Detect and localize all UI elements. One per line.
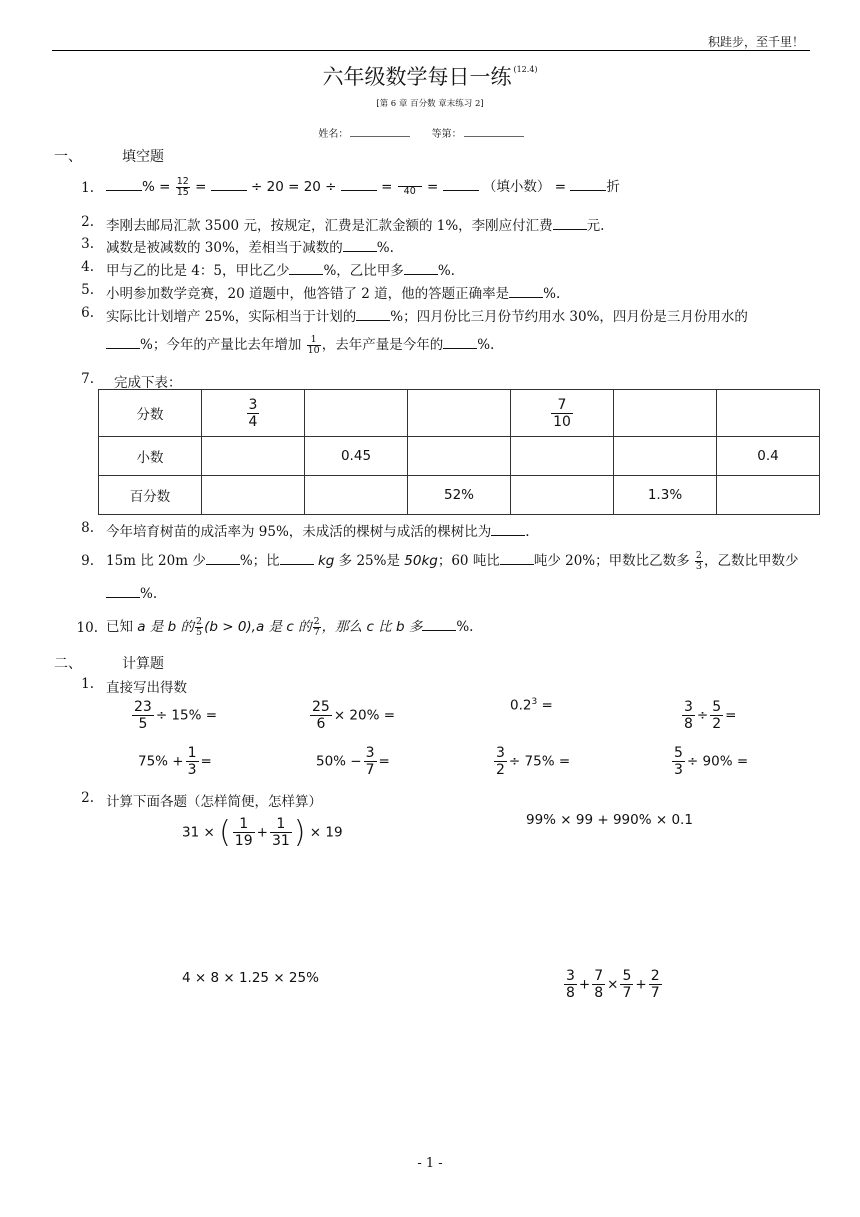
q9-text-1: 15m 比 20m 少: [106, 553, 206, 569]
q7-number: 7.: [81, 371, 94, 387]
q2-line: [106, 214, 604, 234]
q9-text-7: 吨少 20%；甲数比乙数多: [533, 553, 690, 569]
q10-text-9: ，那么: [321, 619, 363, 635]
p1-f2-den: 31: [271, 833, 290, 849]
q4-number: 4.: [81, 259, 94, 275]
p1-pre: 31 ×: [182, 824, 215, 841]
section1-heading: [54, 146, 164, 166]
cell-decimal: 0.4: [717, 437, 820, 476]
q10-number: 10.: [76, 620, 98, 636]
problem-3[interactable]: 4 × 8 × 1.25 × 25%: [182, 970, 319, 986]
calc5-num: 1: [187, 745, 197, 761]
q6-text-2: %；今年的产量比去年增加: [140, 337, 302, 353]
q9-blank-2[interactable]: [280, 552, 314, 565]
q9-tail: %.: [140, 586, 158, 602]
q10-text-1: 已知: [106, 619, 133, 635]
cell-fraction-7-10: [511, 390, 614, 437]
calc2-den: 6: [316, 716, 326, 732]
q5-line: [106, 282, 560, 302]
cell-frac-den: 4: [248, 413, 258, 430]
q9-frac-den: 3: [695, 561, 702, 572]
cell-percent: 52%: [408, 476, 511, 515]
q2-tail: 元.: [586, 218, 605, 234]
q10-var-a2: a: [255, 619, 265, 635]
s2-q2-text: 计算下面各题（怎样简便，怎样算）: [106, 794, 322, 810]
q10-fraction-2-7: [313, 617, 321, 638]
q1-text-4: =: [381, 179, 393, 195]
problem-2[interactable]: 99% × 99 + 990% × 0.1: [526, 812, 693, 828]
cell-decimal[interactable]: [614, 437, 717, 476]
q4-text: 甲与乙的比是 4：5，甲比乙少: [106, 263, 290, 279]
calc5-pre: 75% +: [138, 753, 184, 770]
p4-f1-num: 3: [566, 968, 575, 984]
calc3-exp: 3: [531, 697, 538, 707]
q8-number: 8.: [81, 520, 94, 536]
q10-fraction-2-5: [195, 617, 203, 638]
cell-frac-den: 10: [553, 413, 571, 430]
p1-post: × 19: [309, 824, 343, 841]
p1-paren-right: ): [293, 815, 306, 850]
calc7-num: 3: [496, 745, 505, 761]
q10-text-11: 比: [378, 619, 392, 635]
q9-line-1: [106, 549, 798, 572]
p4-f1-den: 8: [566, 985, 575, 1001]
conversion-table: [98, 389, 820, 515]
calc1-num: 23: [134, 699, 152, 715]
calc8-rest: ÷ 90% =: [686, 753, 749, 770]
q1-text-2: =: [195, 179, 207, 195]
q1-frac-den: 15: [176, 186, 189, 198]
q2-number: 2.: [81, 214, 94, 230]
cell-decimal[interactable]: [202, 437, 305, 476]
calc8-den: 3: [674, 762, 683, 778]
q6-line-2: [106, 333, 494, 356]
cell-fraction-empty[interactable]: [614, 390, 717, 437]
q6-text-3: ，去年产量是今年的: [321, 337, 444, 353]
calc1-den: 5: [138, 716, 148, 732]
q1-frac-num: 12: [176, 175, 189, 187]
q2-blank[interactable]: [553, 217, 587, 230]
title-date: (12.4): [513, 65, 538, 74]
table-row-fraction: [99, 390, 820, 437]
p4-op2: ×: [607, 976, 619, 993]
p1-f1-den: 19: [234, 833, 253, 849]
q3-blank[interactable]: [343, 239, 377, 252]
q1-frac2-den: 40: [403, 186, 416, 197]
page-subtitle: [第 6 章 百分数 章末练习 2]: [376, 99, 484, 109]
calc-item-5[interactable]: [138, 745, 212, 778]
cell-fraction-empty[interactable]: [408, 390, 511, 437]
q4-mid: %，乙比甲多: [323, 263, 404, 279]
q5-number: 5.: [81, 282, 94, 298]
q1-fraction-x-40: [398, 177, 422, 197]
calc-item-6[interactable]: [316, 745, 390, 778]
calc-item-8[interactable]: [670, 745, 748, 778]
q10-text-13: 多: [408, 619, 423, 635]
p1-f1-num: 1: [233, 816, 255, 833]
q1-blank-5[interactable]: [570, 178, 606, 191]
p4-f3-den: 7: [622, 985, 632, 1001]
cell-decimal[interactable]: [511, 437, 614, 476]
calc1-rest: ÷ 15% =: [155, 707, 218, 724]
calc6-num: 3: [365, 745, 375, 761]
cell-percent[interactable]: [305, 476, 408, 515]
q9-fraction-2-3: [695, 551, 703, 572]
q9-blank-1[interactable]: [206, 552, 240, 565]
q4-blank-2[interactable]: [404, 262, 438, 275]
q10-text-8: 的: [298, 619, 312, 635]
section1-index: 一、: [54, 149, 82, 165]
q8-tail: .: [525, 524, 530, 540]
q1-text-1: % =: [142, 179, 171, 195]
q10-frac2-den: 7: [313, 627, 320, 638]
page-number: - 1 -: [417, 1156, 443, 1171]
page-title: [0, 61, 860, 91]
name-blank[interactable]: [350, 126, 410, 137]
q5-blank[interactable]: [509, 285, 543, 298]
cell-fraction-3-4: [202, 390, 305, 437]
table-row-percent: [99, 476, 820, 515]
q4-tail: %.: [437, 263, 455, 279]
q6-frac-num: 1: [307, 335, 321, 346]
header-rule: [52, 50, 810, 51]
p4-f2-den: 8: [594, 985, 604, 1001]
grade-label: 等第：: [431, 129, 462, 140]
p4-op3: +: [635, 976, 647, 993]
calc-item-1[interactable]: [130, 699, 217, 732]
p1-paren-left: (: [219, 815, 231, 850]
calc3-base: 0.2: [510, 697, 532, 714]
q10-var-a: a: [137, 619, 146, 635]
q3-tail: %.: [376, 240, 394, 256]
q6-blank-3[interactable]: [443, 336, 477, 349]
q1-blank-1[interactable]: [106, 178, 142, 191]
q3-line: [106, 236, 394, 256]
cell-frac-num: 7: [551, 397, 573, 414]
calc2-rest: × 20% =: [333, 707, 396, 724]
q1-text-7: 折: [606, 179, 620, 195]
calc2-num: 25: [312, 699, 330, 715]
p4-f4-num: 2: [650, 968, 660, 984]
q1-line: [106, 175, 620, 198]
q9-text-8: ，乙数比甲数少: [703, 553, 799, 569]
calc8-num: 5: [674, 745, 683, 761]
q5-text: 小明参加数学竞赛，20 道题中，他答错了 2 道，他的答题正确率是: [106, 286, 510, 302]
cell-percent[interactable]: [511, 476, 614, 515]
name-label: 姓名：: [318, 129, 349, 140]
q2-text: 李刚去邮局汇款 3500 元，按规定，汇费是汇款金额的 1%，李刚应付汇费: [106, 218, 553, 234]
q3-text: 减数是被减数的 30%，差相当于减数的: [106, 240, 343, 256]
s2-q1-number: 1.: [81, 676, 94, 692]
calc4-op: ÷: [696, 707, 709, 724]
header-motto: 积跬步，至千里！: [707, 35, 804, 49]
q6-line-1: [106, 305, 748, 325]
calc6-pre: 50% −: [316, 753, 362, 770]
calc-item-2[interactable]: [308, 699, 395, 732]
s2-q2-number: 2.: [81, 790, 94, 806]
cell-frac-num: 3: [248, 396, 258, 413]
section2-heading: [54, 653, 164, 673]
row-label-percent: 百分数: [99, 476, 202, 515]
q6-fraction-1-10: [307, 335, 321, 356]
cell-decimal: 0.45: [305, 437, 408, 476]
calc6-den: 7: [365, 762, 375, 778]
q10-var-c2: c: [366, 619, 374, 635]
q6-number: 6.: [81, 305, 94, 321]
calc-item-3[interactable]: [510, 697, 553, 714]
calc4-rest: =: [725, 707, 737, 724]
q4-line: [106, 259, 455, 279]
q6-mid: %；四月份比三月份节约用水 30%，四月份是三月份用水的: [390, 309, 748, 325]
q10-text-3: 的: [180, 619, 195, 635]
q4-blank-1[interactable]: [289, 262, 323, 275]
q10-condition: (b > 0),: [204, 619, 256, 635]
calc7-rest: ÷ 75% =: [508, 753, 571, 770]
q9-text-2: %；比: [239, 553, 280, 569]
section1-title: 填空题: [122, 149, 164, 165]
q5-tail: %.: [543, 286, 561, 302]
table-row-decimal: [99, 437, 820, 476]
q10-tail: %.: [456, 619, 474, 635]
q10-var-c: c: [286, 619, 294, 635]
calc7-den: 2: [496, 762, 505, 778]
q10-blank[interactable]: [422, 618, 456, 631]
q6-blank-2[interactable]: [106, 336, 140, 349]
q10-frac-num: 2: [196, 616, 203, 627]
problem-1[interactable]: [182, 815, 343, 850]
q9-blank-4[interactable]: [106, 585, 140, 598]
q3-number: 3.: [81, 236, 94, 252]
q8-line: [106, 520, 530, 540]
q1-blank-3[interactable]: [341, 178, 377, 191]
cell-decimal[interactable]: [408, 437, 511, 476]
q9-frac-num: 2: [695, 550, 702, 561]
q9-blank-3[interactable]: [500, 552, 534, 565]
calc-item-7[interactable]: [492, 745, 570, 778]
cell-fraction-empty[interactable]: [717, 390, 820, 437]
problem-4[interactable]: [562, 968, 664, 1001]
q10-text-2: 是: [149, 619, 164, 635]
title-main: 六年级数学每日一练: [322, 65, 512, 89]
row-label-decimal: 小数: [99, 437, 202, 476]
calc-item-4[interactable]: [680, 699, 736, 732]
calc5-den: 3: [187, 762, 197, 778]
section2-index: 二、: [54, 656, 82, 672]
calc5-rest: =: [200, 753, 212, 770]
grade-blank[interactable]: [464, 126, 524, 137]
p4-f2-num: 7: [594, 968, 604, 984]
calc4-den2: 2: [712, 716, 722, 732]
calc3-rest: =: [541, 697, 553, 714]
q10-var-b: b: [167, 619, 177, 635]
q6-frac-den: 10: [307, 345, 320, 356]
q1-blank-4[interactable]: [443, 178, 479, 191]
p4-f4-den: 7: [650, 985, 660, 1001]
q10-frac2-num: 2: [313, 616, 320, 627]
p1-plus: +: [256, 824, 268, 841]
name-grade-line: [0, 125, 860, 140]
section2-title: 计算题: [122, 656, 164, 672]
q10-frac-den: 5: [196, 627, 203, 638]
q1-text-6: （填小数） =: [482, 179, 567, 195]
q1-text-5: =: [427, 179, 439, 195]
p1-f2-num: 1: [270, 816, 292, 833]
q1-text-3: ÷ 20 = 20 ÷: [251, 179, 337, 195]
row-label-fraction: 分数: [99, 390, 202, 437]
calc6-rest: =: [378, 753, 390, 770]
cell-percent[interactable]: [202, 476, 305, 515]
q6-blank-1[interactable]: [356, 308, 390, 321]
q9-value-50kg: 50kg: [404, 553, 438, 569]
q7-text: 完成下表：: [114, 375, 182, 391]
q6-text: 实际比计划增产 25%，实际相当于计划的: [106, 309, 357, 325]
q9-text-4: 多 25%是: [338, 553, 400, 569]
p4-f3-num: 5: [622, 968, 632, 984]
cell-fraction-empty[interactable]: [305, 390, 408, 437]
q6-tail: %.: [477, 337, 495, 353]
s2-q1-text: 直接写出得数: [106, 680, 187, 696]
calc4-num2: 5: [712, 699, 722, 715]
q10-text-6: 是: [268, 619, 283, 635]
q10-var-b2: b: [395, 619, 405, 635]
q1-fraction-12-15: [176, 177, 190, 198]
calc4-num: 3: [684, 699, 693, 715]
p4-op1: +: [578, 976, 591, 993]
q9-text-6: ；60 吨比: [437, 553, 500, 569]
q1-blank-2[interactable]: [211, 178, 247, 191]
q9-unit-kg: kg: [317, 553, 335, 569]
q10-line: [106, 615, 473, 638]
q8-text: 今年培育树苗的成活率为 95%，未成活的棵树与成活的棵树比为: [106, 524, 492, 540]
q9-number: 9.: [81, 553, 94, 569]
calc4-den: 8: [684, 716, 693, 732]
cell-percent[interactable]: [717, 476, 820, 515]
q8-blank[interactable]: [491, 523, 525, 536]
cell-percent: 1.3%: [614, 476, 717, 515]
q1-number: 1.: [81, 180, 94, 196]
q9-line-2: [106, 585, 157, 602]
